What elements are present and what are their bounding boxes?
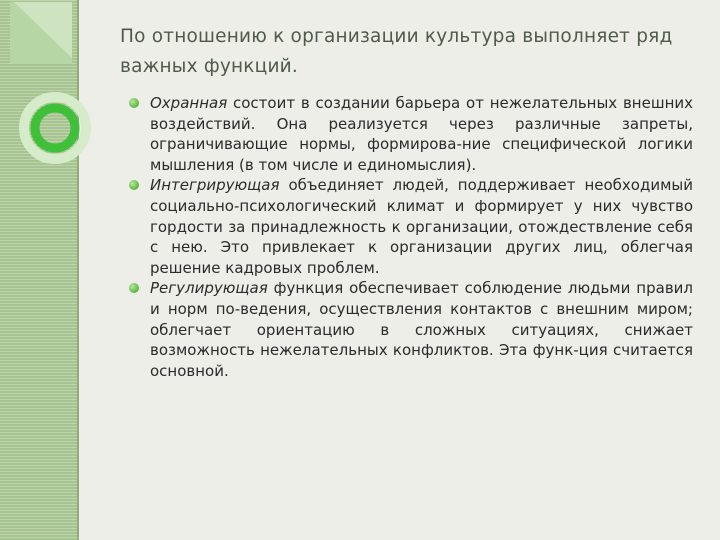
bullet-list [127,93,693,381]
green-dot-icon [129,180,139,190]
green-dot-icon [129,98,139,108]
bullet-integrating [127,175,693,278]
green-rings-decoration [0,0,100,180]
bullet-protective [127,93,693,175]
bullet-regulating [127,278,693,381]
slide-title: По отношению к организации культура выполняет ряд важных функций. [120,26,673,77]
deco-inner-ring [35,108,75,148]
bullet-term: Регулирующая [150,279,268,298]
bullet-text: функция обеспечивает соблюдение людьми правил и норм по-ведения, осуществления контактов с внешним миром; облегчает ориентацию в сложных ситуациях, снижает возможность нежелательных конфликтов. Эта функ-ция считается основной. [150,279,693,380]
green-dot-icon [129,283,139,293]
bullet-text: состоит в создании барьера от нежелательных внешних воздействий. Она реализуется через различные запреты, ограничивающие нормы, формирова-ние специфической логики мышления (в том числе и единомыслия). [150,94,693,174]
bullet-text: объединяет людей, поддерживает необходимый социально-психологический климат и формирует у них чувство гордости за принадлежность к организации, отождествление себя с нею. Это привлекает к организации других лиц, облегчая решение кадровых проблем. [150,176,693,277]
bullet-term: Охранная [150,94,228,112]
bullet-term: Интегрирующая [150,176,280,195]
